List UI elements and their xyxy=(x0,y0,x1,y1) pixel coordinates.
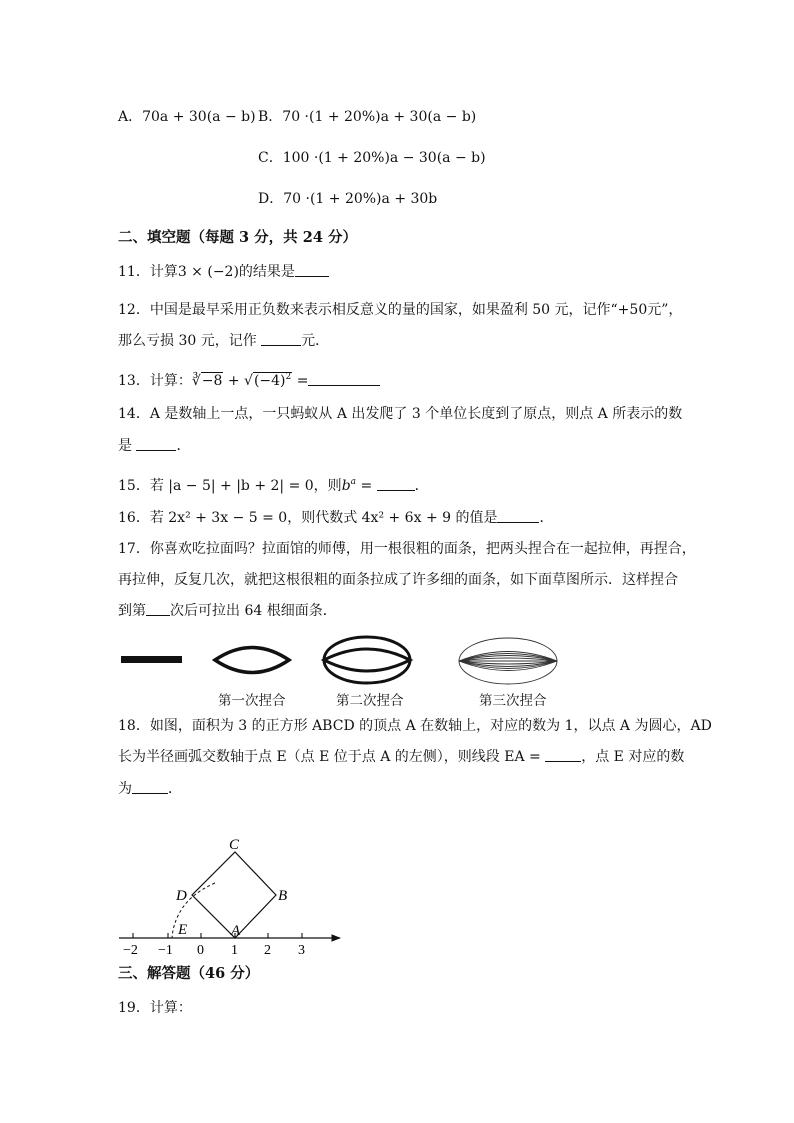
q11-text: 11．计算3 × (−2)的结果是 xyxy=(118,264,295,280)
label-a: A xyxy=(231,923,241,939)
caption-fold-3: 第三次捏合 xyxy=(479,693,547,709)
q13-blank xyxy=(308,371,380,386)
section-3-title: 三、解答题（46 分） xyxy=(118,965,260,982)
question-13 xyxy=(118,367,380,391)
label-b: B xyxy=(278,888,288,904)
q13-sqrt-radicand xyxy=(253,372,292,389)
q17-text-a: 到第 xyxy=(118,603,146,619)
tick-label-neg1: −1 xyxy=(158,943,173,958)
tick-marks xyxy=(133,933,302,938)
q15-blank xyxy=(377,476,415,491)
q18-blank-1 xyxy=(545,747,581,762)
question-19: 19．计算： xyxy=(118,1000,192,1016)
tick-label-3: 3 xyxy=(298,943,305,958)
q14-text-b: ． xyxy=(176,438,191,454)
section-2-title: 二、填空题（每题 3 分，共 24 分） xyxy=(118,229,357,246)
q16-text-a: 16．若 2x² + 3x − 5 = 0，则代数式 4x² + 6x + 9 的值是 xyxy=(118,510,498,526)
q17-text-b: 次后可拉出 64 根细面条． xyxy=(170,603,337,619)
tick-label-1: 1 xyxy=(231,943,238,958)
question-11 xyxy=(118,262,329,282)
q15-exp: a xyxy=(350,477,357,487)
question-14-line1: 14．A 是数轴上一点，一只蚂蚁从 A 出发爬了 3 个单位长度到了原点，则点 A 所表示的数 xyxy=(118,406,683,422)
q12-text-b: 元． xyxy=(301,333,330,349)
q17-blank xyxy=(146,601,170,616)
q13-sqrt-sign: + √ xyxy=(223,373,253,389)
q14-blank xyxy=(136,436,176,451)
label-e: E xyxy=(178,922,188,938)
thick-noodle xyxy=(121,656,182,663)
tick-label-neg2: −2 xyxy=(123,943,138,958)
question-12-line2 xyxy=(118,331,329,351)
q18-text-c: 为 xyxy=(118,781,132,797)
q18-text-d: ． xyxy=(168,781,182,797)
q13-sqrt-base: (−4) xyxy=(253,373,286,389)
question-17-line3 xyxy=(118,601,337,621)
q15-text-a: 15．若 |a − 5| + |b + 2| = 0，则 xyxy=(118,478,342,494)
q15-base: b xyxy=(341,478,351,494)
q11-blank xyxy=(295,262,329,277)
q15-equals: = xyxy=(356,478,377,494)
q13-equals: = xyxy=(292,373,309,389)
q15-text-e: ． xyxy=(414,478,429,494)
label-c: C xyxy=(229,837,240,853)
q12-text-a: 那么亏损 30 元，记作 xyxy=(118,333,262,349)
question-15 xyxy=(118,472,429,496)
question-17-line1: 17．你喜欢吃拉面吗？拉面馆的师傅，用一根很粗的面条，把两头捏合在一起拉伸，再捏合， xyxy=(118,541,696,557)
q16-text-b: ． xyxy=(539,510,554,526)
label-d: D xyxy=(176,888,187,904)
q18-blank-2 xyxy=(132,779,168,794)
q13-cbrt-sign: ∛ xyxy=(191,373,201,389)
question-17-line2: 再拉伸，反复几次，就把这根很粗的面条拉成了许多细的面条，如下面草图所示．这样捏合 xyxy=(118,572,678,588)
question-18-line3 xyxy=(118,779,182,799)
noodle-figure xyxy=(0,632,794,692)
tick-label-0: 0 xyxy=(197,943,204,958)
question-14-line2 xyxy=(118,436,190,456)
option-a: A．70a + 30(a − b) xyxy=(118,109,256,125)
question-12-line1: 12．中国是最早采用正负数来表示相反意义的量的国家，如果盈利 50 元，记作“+50元”， xyxy=(118,302,683,318)
option-c: C．100 ·(1 + 20%)a − 30(a − b) xyxy=(258,150,486,166)
q18-text-a: 长为半径画弧交数轴于点 E（点 E 位于点 A 的左侧），则线段 EA = xyxy=(118,749,546,765)
q18-text-b: ，点 E 对应的数 xyxy=(581,749,685,765)
q12-blank xyxy=(261,331,301,346)
q13-sqrt-exp: 2 xyxy=(285,372,292,382)
q14-text-a: 是 xyxy=(118,438,137,454)
noodle-fold-1 xyxy=(215,648,289,673)
question-16 xyxy=(118,508,553,528)
question-18-line2 xyxy=(118,747,684,767)
noodle-fold-3 xyxy=(459,638,557,684)
noodle-fold-2 xyxy=(324,637,410,683)
question-18-line1: 18．如图，面积为 3 的正方形 ABCD 的顶点 A 在数轴上，对应的数为 1，以点 A 为圆心，AD xyxy=(118,718,712,734)
q13-cbrt-radicand: −8 xyxy=(201,373,223,389)
caption-fold-2: 第二次捏合 xyxy=(336,693,404,709)
tick-label-2: 2 xyxy=(264,943,271,958)
q16-blank xyxy=(497,508,539,523)
caption-fold-1: 第一次捏合 xyxy=(218,693,286,709)
q13-prefix: 13．计算： xyxy=(118,373,192,389)
square-number-line-figure xyxy=(0,828,794,958)
option-b: B．70 ·(1 + 20%)a + 30(a − b) xyxy=(258,109,477,125)
option-d: D．70 ·(1 + 20%)a + 30b xyxy=(258,191,438,207)
